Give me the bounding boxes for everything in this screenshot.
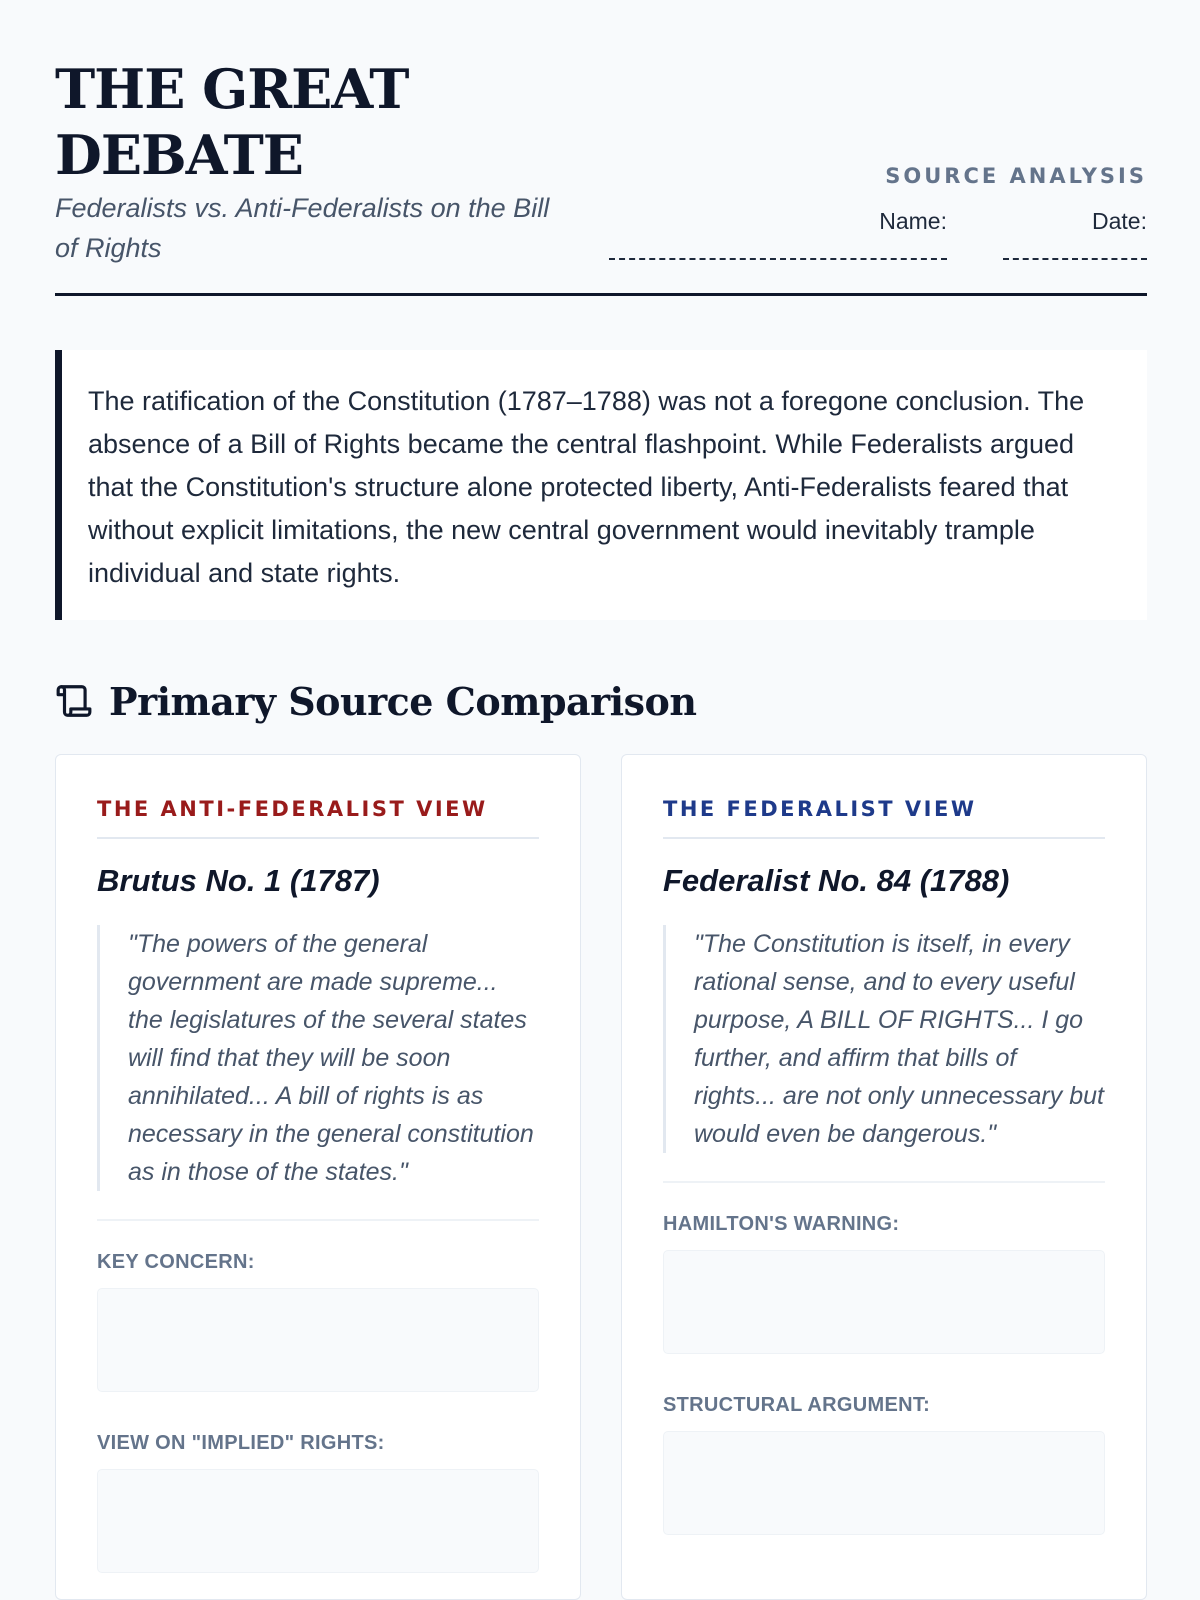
name-blank-line[interactable]: [609, 258, 947, 260]
implied-rights-label: VIEW ON "IMPLIED" RIGHTS:: [97, 1432, 385, 1454]
date-label: Date:: [1092, 208, 1147, 234]
anti-federalist-view-label: THE ANTI-FEDERALIST VIEW: [97, 797, 539, 839]
header-divider: [55, 293, 1147, 296]
page-title: THE GREAT DEBATE: [55, 57, 409, 187]
federalist-card: [621, 754, 1147, 1600]
structural-argument-answer-box[interactable]: [663, 1431, 1105, 1535]
structural-argument-label: STRUCTURAL ARGUMENT:: [663, 1394, 931, 1416]
date-blank-line[interactable]: [1003, 258, 1147, 260]
source-analysis-label: SOURCE ANALYSIS: [885, 164, 1147, 188]
scroll-icon: [55, 682, 93, 720]
hamiltons-warning-answer-box[interactable]: [663, 1250, 1105, 1354]
worksheet-header: [55, 56, 1147, 296]
key-concern-answer-box[interactable]: [97, 1288, 539, 1392]
hamiltons-warning-label: HAMILTON'S WARNING:: [663, 1213, 900, 1235]
page-subtitle: Federalists vs. Anti-Federalists on the Bill of Rights: [55, 193, 550, 263]
student-info: [587, 164, 1147, 284]
card-divider: [97, 1219, 539, 1221]
intro-callout: [55, 350, 1147, 620]
anti-federalist-card: [55, 754, 581, 1600]
source-title: Brutus No. 1 (1787): [97, 863, 380, 898]
source-quote: "The Constitution is itself, in every rational sense, and to every useful purpose, A BILL OF RIGHTS... I go further, and affirm that bills of rights... are not only unnecessary but would even be dangerous.": [663, 925, 1105, 1153]
implied-rights-answer-box[interactable]: [97, 1469, 539, 1573]
name-label: Name:: [879, 208, 947, 234]
federalist-view-label: THE FEDERALIST VIEW: [663, 797, 1105, 839]
source-title: Federalist No. 84 (1788): [663, 863, 1010, 898]
section-title: Primary Source Comparison: [109, 678, 697, 724]
key-concern-label: KEY CONCERN:: [97, 1251, 255, 1273]
card-divider: [663, 1181, 1105, 1183]
source-quote: "The powers of the general government are made supreme... the legislatures of the several states will find that they will be soon annihilated... A bill of rights is as necessary in the general constitution as in those of the states.": [97, 925, 539, 1191]
section-heading: [55, 676, 696, 726]
intro-text: The ratification of the Constitution (1787–1788) was not a foregone conclusion. The absence of a Bill of Rights became the central flashpoint. While Federalists argued that the Constitution's structure alone protected liberty, Anti-Federalists feared that without explicit limitations, the new central government would inevitably trample individual and state rights.: [88, 386, 1085, 588]
